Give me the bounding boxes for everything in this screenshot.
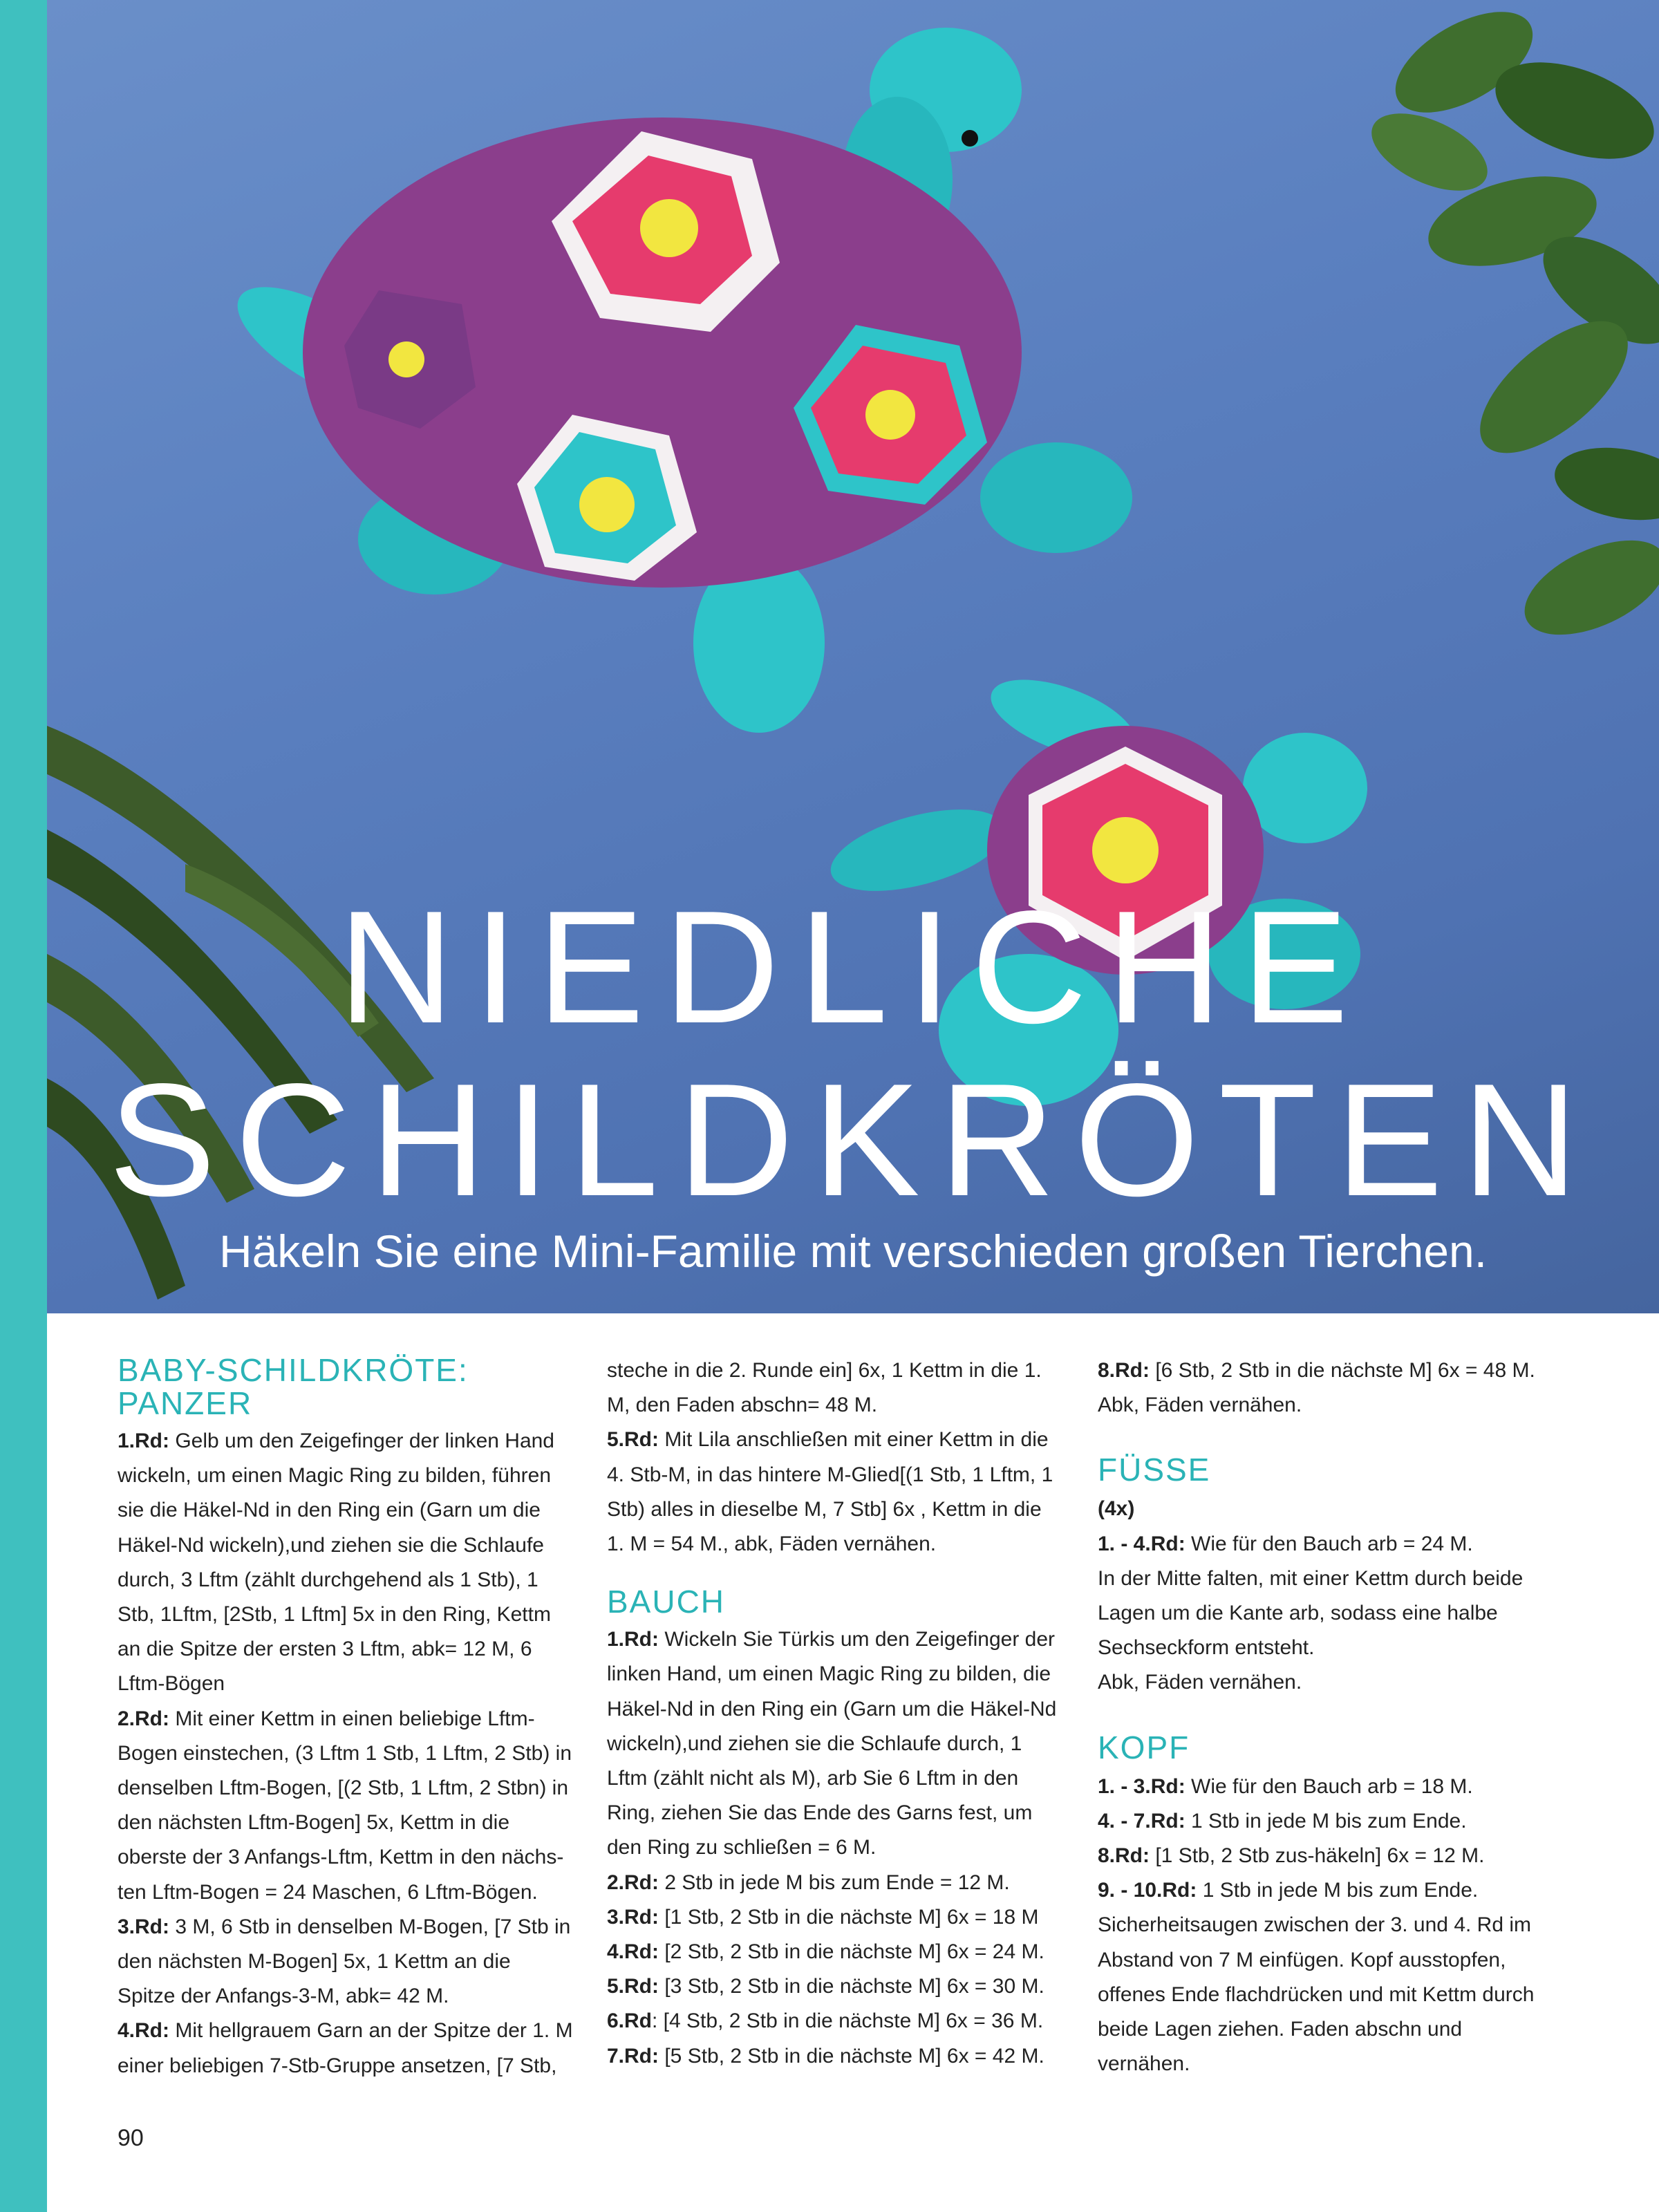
instruction-row — [1098, 1873, 1554, 1908]
row-text: Mit einer Kettm in einen beliebige Lftm-Bogen einstechen, (3 Lftm 1 Stb, 1 Lftm, 2 Stb) in denselben Lftm-Bogen, [(2 Stb, 1 Lftm, 2 Stbn) in den nächsten Lftm-Bogen] 5x, Kettm in die oberste der 3 Anfangs-Lftm, Kettm in den nächs-ten Lftm-Bogen = 24 Maschen, 6 Lftm-Bögen. — [118, 1707, 572, 1904]
row-text: 2 Stb in jede M bis zum Ende = 12 M. — [659, 1871, 1010, 1894]
row-text: Wie für den Bauch arb = 18 M. — [1185, 1774, 1473, 1798]
column-3 — [1098, 1353, 1554, 2081]
row-text: Mit Lila anschließen mit einer Kettm in die 4. Stb-M, in das hintere M-Glied[(1 Stb, 1 Lftm, 1 Stb) alles in dieselbe M, 7 Stb] 6x , Kettm in die 1. M = 54 M., abk, Fäden vernähen. — [607, 1428, 1053, 1556]
continuation-text: steche in die 2. Runde ein] 6x, 1 Kettm in die 1. M, den Faden abschn= 48 M. — [607, 1359, 1042, 1417]
section-heading-panzer-line2: PANZER — [118, 1385, 253, 1421]
row-label: 4.Rd: — [607, 1940, 659, 1964]
row-text: : [4 Stb, 2 Stb in die nächste M] 6x = 36 M. — [652, 2009, 1044, 2033]
row-label: 6.Rd — [607, 2009, 653, 2033]
row-label: 1. - 4.Rd: — [1098, 1532, 1185, 1555]
row-label: 9. - 10.Rd: — [1098, 1879, 1197, 1902]
row-text: [3 Stb, 2 Stb in die nächste M] 6x = 30 M. — [659, 1975, 1044, 1998]
row-text: Wickeln Sie Türkis um den Zeigefinger der linken Hand, um einen Magic Ring zu bilden, die Häkel-Nd in den Ring ein (Garn um die Häkel-Nd wickeln),und ziehen sie die Schlaufe durch, 1 Lftm (zählt nicht als M), arb Sie 6 Lftm in den Ring, ziehen Sie das Ende des Garns fest, um den Ring zu schließen = 6 M. — [607, 1628, 1057, 1859]
page-subtitle: Häkeln Sie eine Mini-Familie mit verschieden großen Tierchen. — [218, 1226, 1488, 1277]
feet-end: Abk, Fäden vernähen. — [1098, 1671, 1302, 1694]
instruction-row — [118, 1424, 574, 1702]
row-label: 4.Rd: — [118, 2019, 169, 2043]
row-label: 7.Rd: — [607, 2044, 659, 2068]
row-text: [2 Stb, 2 Stb in die nächste M] 6x = 24 M. — [659, 1940, 1044, 1964]
feet-text: In der Mitte falten, mit einer Kettm durch beide Lagen um die Kante arb, sodass eine halbe Sechseckform entsteht. — [1098, 1566, 1524, 1660]
row-text: 3 M, 6 Stb in denselben M-Bogen, [7 Stb in den nächsten M-Bogen] 5x, 1 Kettm an die Spitze der Anfangs-3-M, abk= 42 M. — [118, 1915, 571, 2008]
row-label: 1. - 3.Rd: — [1098, 1774, 1185, 1798]
section-heading-panzer: BABY-SCHILDKRÖTE: PANZER — [118, 1352, 469, 1421]
head-text: Sicherheitsaugen zwischen der 3. und 4. Rd im Abstand von 7 M einfügen. Kopf ausstopfen, offenes Ende flachdrücken und mit Kettm durch beide Lagen ziehen. Faden abschn und vernähen. — [1098, 1913, 1535, 2076]
instruction-row — [607, 2039, 1063, 2074]
section-heading-kopf: KOPF — [1098, 1729, 1190, 1765]
row-label: 5.Rd: — [607, 1975, 659, 1998]
column-2 — [607, 1353, 1063, 2074]
row-text: 1 Stb in jede M bis zum Ende. — [1185, 1809, 1467, 1833]
row-label: 3.Rd: — [118, 1915, 169, 1938]
instruction-row — [1098, 1527, 1554, 1562]
feet-count — [1098, 1492, 1554, 1526]
row-label: 8.Rd: — [1098, 1844, 1150, 1868]
instruction-row — [607, 1969, 1063, 2004]
instruction-row — [118, 2014, 574, 2083]
accent-side-bar — [0, 0, 47, 2212]
row-label: 1.Rd: — [118, 1430, 169, 1452]
instruction-row — [118, 1702, 574, 1910]
row-text: [5 Stb, 2 Stb in die nächste M] 6x = 42 M. — [659, 2044, 1044, 2068]
section-heading-bauch: BAUCH — [607, 1584, 726, 1620]
instruction-row — [1098, 1804, 1554, 1839]
instruction-row — [607, 1423, 1063, 1562]
instruction-row — [607, 1935, 1063, 1969]
instruction-row — [1098, 1839, 1554, 1873]
row-text: Mit hellgrauem Garn an der Spitze der 1. M einer beliebigen 7-Stb-Gruppe ansetzen, [7 Stb, — [118, 2019, 573, 2077]
row-text: [1 Stb, 2 Stb zus-häkeln] 6x = 12 M. — [1150, 1844, 1485, 1868]
instruction-row — [607, 1900, 1063, 1935]
instruction-row — [118, 1910, 574, 2014]
column-1 — [118, 1353, 574, 2083]
instruction-row — [1098, 1353, 1554, 1423]
page-number: 90 — [118, 2125, 144, 2151]
row-text: [1 Stb, 2 Stb in die nächste M] 6x = 18 M — [659, 1905, 1039, 1929]
row-text: 1 Stb in jede M bis zum Ende. — [1197, 1879, 1479, 1902]
row-label: 8.Rd: — [1098, 1359, 1150, 1382]
section-heading-fuesse: FÜSSE — [1098, 1452, 1211, 1488]
big-turtle — [221, 28, 1132, 733]
leaves-top-right — [1360, 0, 1659, 654]
instruction-row — [607, 2004, 1063, 2038]
row-label: 2.Rd: — [118, 1707, 169, 1730]
instruction-row — [1098, 1770, 1554, 1804]
page-title-line-1: NIEDLICHE — [338, 878, 1368, 1057]
hero-photo — [47, 0, 1659, 1313]
page-title-line-2: SCHILDKRÖTEN — [109, 1051, 1597, 1230]
row-text: Wie für den Bauch arb = 24 M. — [1185, 1532, 1473, 1555]
row-text: Gelb um den Zeigefinger der linken Hand wickeln, um einen Magic Ring zu bilden, führen sie die Häkel-Nd in den Ring ein (Garn um die Häkel-Nd wickeln),und ziehen sie die Schlaufe durch, 3 Lftm (zählt durchgehend als 1 Stb), 1 Stb, 1Lftm, [2Stb, 1 Lftm] 5x in den Ring, Kettm an die Spitze der ersten 3 Lftm, abk= 12 M, 6 Lftm-Bögen — [118, 1430, 554, 1696]
row-label: 4. - 7.Rd: — [1098, 1809, 1185, 1833]
instruction-row — [607, 1622, 1063, 1865]
row-label: 3.Rd: — [607, 1905, 659, 1929]
row-label: 2.Rd: — [607, 1871, 659, 1894]
instruction-row — [607, 1866, 1063, 1900]
row-label: 5.Rd: — [607, 1428, 659, 1452]
row-label: 1.Rd: — [607, 1628, 659, 1651]
row-text: [6 Stb, 2 Stb in die nächste M] 6x = 48 M. Abk, Fäden vernähen. — [1098, 1359, 1535, 1417]
feet-count-label: (4x) — [1098, 1497, 1135, 1521]
